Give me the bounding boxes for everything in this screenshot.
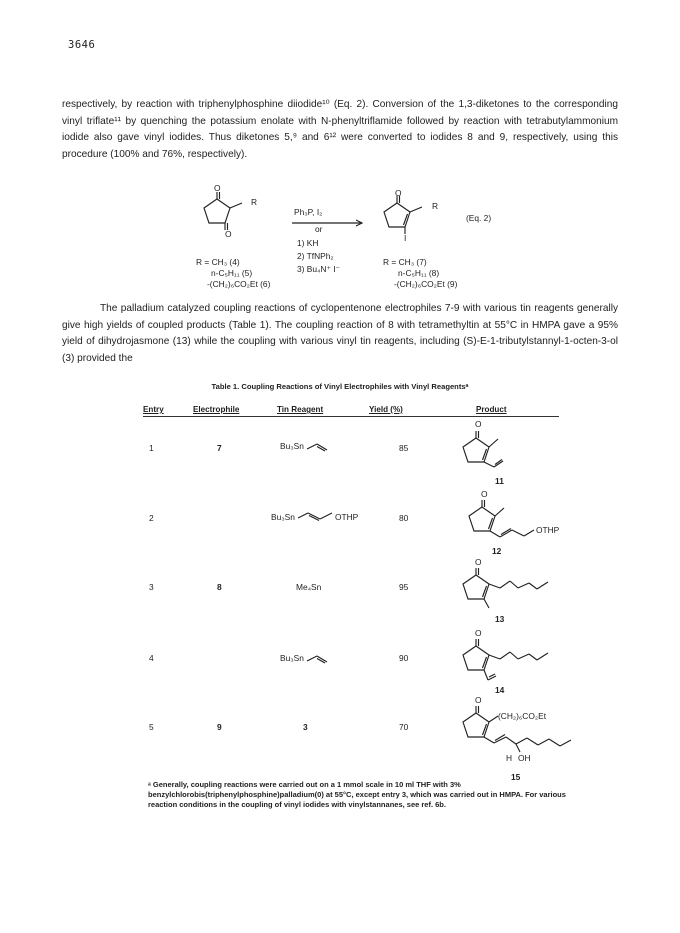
- yield-cell: 95: [399, 582, 409, 592]
- body-paragraph-2: The palladium catalyzed coupling reactions of cyclopentenone electrophiles 7-9 with various tin reagents generally give high yields of coupled products (Table 1). The coupling reaction of 8 with tetramethyltin at 55°C in HMPA gave a 95% yield of dihydrojasmone (13) while the coupling with various vinyl tin reagents, including (S)-E-1-tributylstannyl-1-octen-3-ol (3) provided the: [62, 303, 618, 364]
- tin-suffix: OTHP: [335, 512, 359, 522]
- product-r-definition-2: n-C₅H₁₁ (8): [398, 268, 440, 278]
- vinyl-group: [307, 441, 329, 453]
- tin-reagent-cell: Me₄Sn: [296, 582, 322, 592]
- reagent-ph3p-i2: Ph₃P, I₂: [294, 207, 323, 217]
- col-header-tin-reagent: Tin Reagent: [277, 405, 324, 414]
- product-number: 15: [511, 772, 521, 782]
- product-14-structure: [454, 633, 554, 683]
- yield-cell: 70: [399, 722, 409, 732]
- electrophile-cell: 9: [217, 722, 222, 732]
- body-paragraph-1: respectively, by reaction with triphenylphosphine diiodide¹⁰ (Eq. 2). Conversion of the 1,3-diketones to the corresponding vinyl triflate¹¹ by quenching the potassium enolate with N-phenyltriflamide followed by reaction with tetrabutylammonium iodide also gave vinyl iodides. Thus diketones 5,⁹ and 6¹² were converted to iodides 8 and 9, respectively, using this procedure (100% and 76%, respectively).: [62, 99, 618, 160]
- product-number: 11: [495, 476, 504, 486]
- sm-oxo-bottom-label: O: [225, 229, 232, 239]
- oxo-label: O: [481, 489, 488, 499]
- table-caption: Table 1. Coupling Reactions of Vinyl Electrophiles with Vinyl Reagentsᵃ: [211, 382, 469, 391]
- product-r-definition-1: R = CH₃ (7): [383, 257, 427, 267]
- yield-cell: 90: [399, 653, 409, 663]
- yield-cell: 85: [399, 443, 409, 453]
- tin-reagent-cell: Bu₃Sn: [271, 512, 295, 522]
- oxo-label: O: [475, 557, 482, 567]
- electrophile-cell: 8: [217, 582, 222, 592]
- table-footnote: ᵃ Generally, coupling reactions were carried out on a 1 mmol scale in 10 ml THF with 3% benzylchlorobis(triphenylphosphine)palladium(0) at 55°C, except entry 3, which was carried out in HMPA. For various reaction conditions in the coupling of vinyl iodides with vinylstannanes, see ref. 6b.: [148, 780, 566, 810]
- oxo-label: O: [475, 695, 482, 705]
- sm-r-definition-2: n-C₅H₁₁ (5): [211, 268, 253, 278]
- hydroxyl-label: OH: [518, 753, 531, 763]
- entry-cell: 5: [149, 722, 154, 732]
- product-11-structure: [454, 425, 524, 473]
- entry-cell: 4: [149, 653, 154, 663]
- vinyl-group: [307, 653, 329, 665]
- reaction-arrow: [292, 219, 364, 227]
- col-header-entry: Entry: [143, 405, 164, 414]
- page-number: 3646: [68, 39, 96, 51]
- product-r-definition-3: -(CH₂)₆CO₂Et (9): [394, 279, 458, 289]
- reagent-step-1: 1) KH: [297, 238, 319, 248]
- reagent-step-2: 2) TfNPh₂: [297, 251, 334, 261]
- sm-r-definition-3: -(CH₂)₆CO₂Et (6): [207, 279, 271, 289]
- equation-label: (Eq. 2): [466, 213, 492, 223]
- hydrogen-label: H: [506, 753, 513, 763]
- oxo-label: O: [475, 628, 482, 638]
- othp-label: OTHP: [536, 525, 560, 535]
- electrophile-cell: 7: [217, 443, 222, 453]
- product-12-structure: [460, 494, 544, 544]
- propenyl-chain: [298, 510, 334, 522]
- col-header-electrophile: Electrophile: [193, 405, 240, 414]
- product-number: 12: [492, 546, 502, 556]
- sm-r-label: R: [251, 197, 258, 207]
- product-oxo-label: O: [395, 188, 402, 198]
- entry-cell: 3: [149, 582, 154, 592]
- tin-reagent-cell: 3: [303, 722, 308, 732]
- product-number: 13: [495, 614, 505, 624]
- yield-cell: 80: [399, 513, 409, 523]
- entry-cell: 2: [149, 513, 154, 523]
- tin-reagent-cell: Bu₃Sn: [280, 653, 304, 663]
- ester-chain-label: (CH₂)₆CO₂Et: [498, 711, 547, 721]
- col-header-product: Product: [476, 405, 507, 414]
- col-header-yield: Yield (%): [369, 405, 403, 414]
- table-header-rule: [143, 416, 559, 417]
- oxo-label: O: [475, 419, 482, 429]
- tin-reagent-cell: Bu₃Sn: [280, 441, 304, 451]
- product-r-label: R: [432, 201, 439, 211]
- reagent-or: or: [315, 224, 323, 234]
- entry-cell: 1: [149, 443, 154, 453]
- product-13-structure: [454, 562, 554, 612]
- product-number: 14: [495, 685, 505, 695]
- product-iodo-label: I: [404, 233, 407, 243]
- reagent-step-3: 3) Bu₄N⁺ I⁻: [297, 264, 340, 274]
- sm-oxo-top-label: O: [214, 183, 221, 193]
- sm-r-definition-1: R = CH₃ (4): [196, 257, 240, 267]
